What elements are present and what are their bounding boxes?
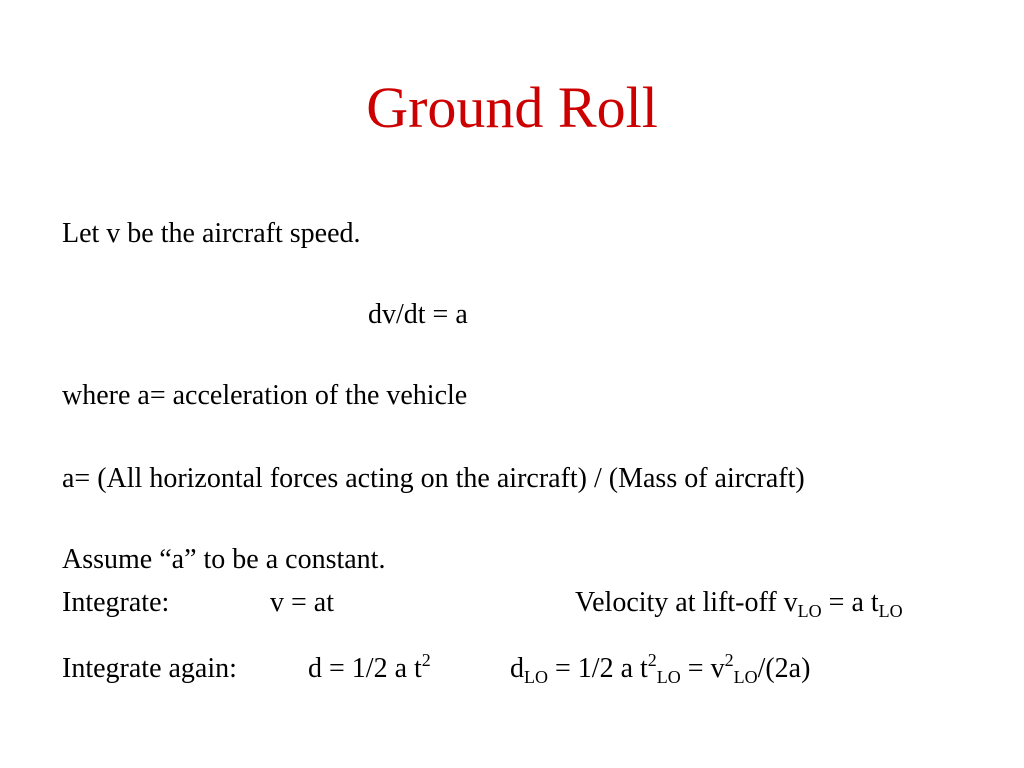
subscript-lo: LO bbox=[524, 667, 548, 687]
slide-title: Ground Roll bbox=[366, 75, 658, 140]
d-symbol: d bbox=[510, 653, 524, 684]
subscript-lo: LO bbox=[656, 667, 681, 687]
subscript-lo: LO bbox=[733, 667, 758, 687]
liftoff-distance-equation bbox=[510, 651, 810, 687]
text-line-where: where a= acceleration of the vehicle bbox=[62, 380, 468, 411]
text-line-speed: Let v be the aircraft speed. bbox=[62, 218, 361, 249]
superscript-2: 2 bbox=[724, 650, 734, 670]
integrate-label: Integrate: bbox=[62, 587, 170, 618]
subscript-lo: LO bbox=[797, 601, 822, 621]
liftoff-velocity-mid: = a t bbox=[821, 587, 879, 618]
over-2a: /(2a) bbox=[757, 653, 811, 684]
liftoff-velocity-equation bbox=[575, 585, 903, 621]
superscript-2: 2 bbox=[421, 650, 431, 670]
subscript-lo: LO bbox=[878, 601, 903, 621]
integrate-equation: v = at bbox=[270, 587, 334, 618]
distance-equation-text: d = 1/2 a t bbox=[308, 653, 422, 684]
half-a-t: = 1/2 a t bbox=[548, 653, 648, 684]
text-line-acceleration: a= (All horizontal forces acting on the aircraft) / (Mass of aircraft) bbox=[62, 463, 805, 494]
superscript-2: 2 bbox=[647, 650, 657, 670]
text-line-assume: Assume “a” to be a constant. bbox=[62, 544, 386, 575]
integrate-again-label: Integrate again: bbox=[62, 653, 237, 684]
liftoff-velocity-prefix: Velocity at lift-off v bbox=[575, 587, 798, 618]
equals-v: = v bbox=[680, 653, 725, 684]
distance-equation bbox=[308, 651, 431, 687]
equation-dvdt: dv/dt = a bbox=[368, 299, 468, 330]
